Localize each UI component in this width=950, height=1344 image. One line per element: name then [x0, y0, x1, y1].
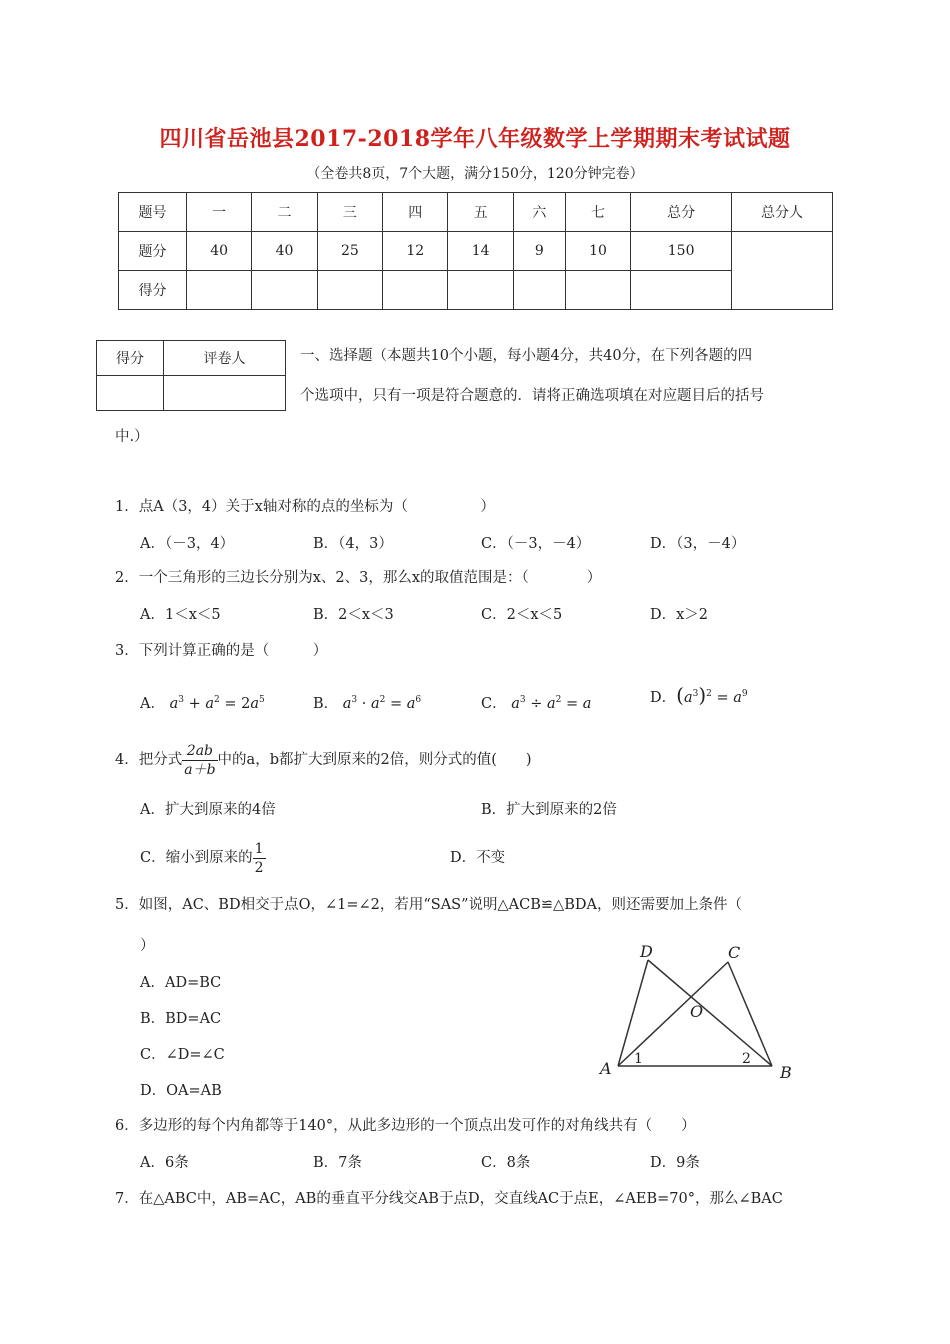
option-c[interactable]: C．（－3，－4） [481, 536, 591, 552]
option-c[interactable]: C．8条 [481, 1155, 531, 1171]
option-d[interactable]: D．OA=AB [140, 1083, 222, 1099]
row-header: 题号 [119, 193, 187, 232]
option-c[interactable]: C．缩小到原来的 $\frac{1}{2}$ [140, 840, 264, 876]
row-header: 题分 [119, 232, 187, 271]
label-angle-1: 1 [634, 1051, 643, 1067]
table-cell: 25 [317, 232, 382, 271]
option-c[interactable]: C． $a^3 \div a^2 = a$ [481, 695, 592, 712]
geometry-figure [590, 940, 810, 1085]
grader-label: 评卷人 [164, 341, 286, 376]
table-cell: 40 [187, 232, 252, 271]
option-b[interactable]: B．（4，3） [313, 536, 393, 552]
option-d[interactable]: D．不变 [450, 850, 506, 866]
score-input-cell[interactable] [97, 376, 164, 411]
score-input-cell[interactable] [383, 271, 448, 310]
score-input-cell[interactable] [317, 271, 382, 310]
option-b[interactable]: B．2＜x＜3 [313, 607, 394, 623]
option-a[interactable]: A． $a^3 + a^2 = 2a^5$ [140, 695, 265, 712]
label-o: O [690, 1002, 704, 1021]
table-cell: 总分人 [732, 193, 833, 232]
score-input-cell[interactable] [631, 271, 732, 310]
label-b: B [780, 1063, 792, 1082]
table-row [119, 271, 833, 310]
option-a[interactable]: A．6条 [140, 1155, 189, 1171]
option-d[interactable]: D．$(a^3)^2 = a^9$ [650, 682, 748, 707]
table-cell: 150 [631, 232, 732, 271]
question-5-cont: ） [140, 938, 155, 954]
label-c: C [728, 943, 741, 962]
table-cell: 总分 [631, 193, 732, 232]
question-5: 5．如图，AC、BD相交于点O，∠1=∠2，若用“SAS”说明△ACB≌△BDA，则还需要加上条件（ [115, 897, 742, 913]
table-cell: 七 [565, 193, 630, 232]
exam-info: （全卷共8页，7个大题，满分150分，120分钟完卷） [306, 166, 644, 182]
option-a[interactable]: A．AD=BC [140, 975, 222, 991]
option-b[interactable]: B． $a^3 \cdot a^2 = a^6$ [313, 695, 422, 712]
label-a: A [600, 1059, 612, 1078]
option-c[interactable]: C．2＜x＜5 [481, 607, 563, 623]
score-table [118, 192, 833, 310]
table-cell: 六 [513, 193, 565, 232]
question-3: 3．下列计算正确的是（ ） [115, 643, 328, 659]
score-input-cell[interactable] [513, 271, 565, 310]
table-cell: 9 [513, 232, 565, 271]
question-6: 6．多边形的每个内角都等于140°，从此多边形的一个顶点出发可作的对角线共有（ ） [115, 1118, 696, 1134]
table-cell: 40 [252, 232, 317, 271]
option-d[interactable]: D．x＞2 [650, 607, 709, 623]
question-2: 2．一个三角形的三边长分别为x、2、3，那么x的取值范围是：（ ） [115, 570, 602, 586]
table-cell: 12 [383, 232, 448, 271]
grader-table [96, 340, 286, 411]
table-cell: 一 [187, 193, 252, 232]
grader-input-cell[interactable] [164, 376, 286, 411]
question-4: 4．把分式 $\frac{2ab}{a+b}$ 中的a，b都扩大到原来的2倍，则分式的值( ) [115, 742, 532, 778]
option-b[interactable]: B．扩大到原来的2倍 [481, 802, 617, 818]
option-b[interactable]: B．7条 [313, 1155, 362, 1171]
option-b[interactable]: B．BD=AC [140, 1011, 222, 1027]
score-input-cell[interactable] [252, 271, 317, 310]
table-cell: 10 [565, 232, 630, 271]
score-label: 得分 [97, 341, 164, 376]
table-cell: 五 [448, 193, 513, 232]
option-a[interactable]: A．（－3，4） [140, 536, 235, 552]
label-angle-2: 2 [742, 1051, 751, 1067]
option-a[interactable]: A．1＜x＜5 [140, 607, 221, 623]
option-d[interactable]: D．9条 [650, 1155, 700, 1171]
option-c[interactable]: C．∠D=∠C [140, 1047, 225, 1063]
section-heading: 中.） [115, 429, 149, 445]
page-title: 四川省岳池县2017-2018学年八年级数学上学期期末考试试题 [159, 126, 791, 152]
table-cell: 二 [252, 193, 317, 232]
section-heading: 一、选择题（本题共10个小题，每小题4分，共40分，在下列各题的四 [300, 348, 753, 364]
table-row [119, 232, 833, 271]
question-7: 7．在△ABC中，AB=AC，AB的垂直平分线交AB于点D，交直线AC于点E，∠AEB=70°，那么∠BAC [115, 1191, 783, 1207]
score-input-cell[interactable] [187, 271, 252, 310]
label-d: D [640, 942, 653, 961]
table-cell: 14 [448, 232, 513, 271]
option-a[interactable]: A．扩大到原来的4倍 [140, 802, 276, 818]
option-d[interactable]: D．（3，－4） [650, 536, 746, 552]
score-input-cell[interactable] [448, 271, 513, 310]
table-cell: 四 [383, 193, 448, 232]
table-cell: 三 [317, 193, 382, 232]
row-header: 得分 [119, 271, 187, 310]
section-heading: 个选项中，只有一项是符合题意的．请将正确选项填在对应题目后的括号 [300, 388, 764, 404]
totaler-signature-cell[interactable] [732, 232, 833, 310]
fraction: $\frac{2ab}{a+b}$ [184, 742, 216, 778]
question-1: 1．点A（3，4）关于x轴对称的点的坐标为（ ） [115, 499, 495, 515]
table-row [119, 193, 833, 232]
score-input-cell[interactable] [565, 271, 630, 310]
